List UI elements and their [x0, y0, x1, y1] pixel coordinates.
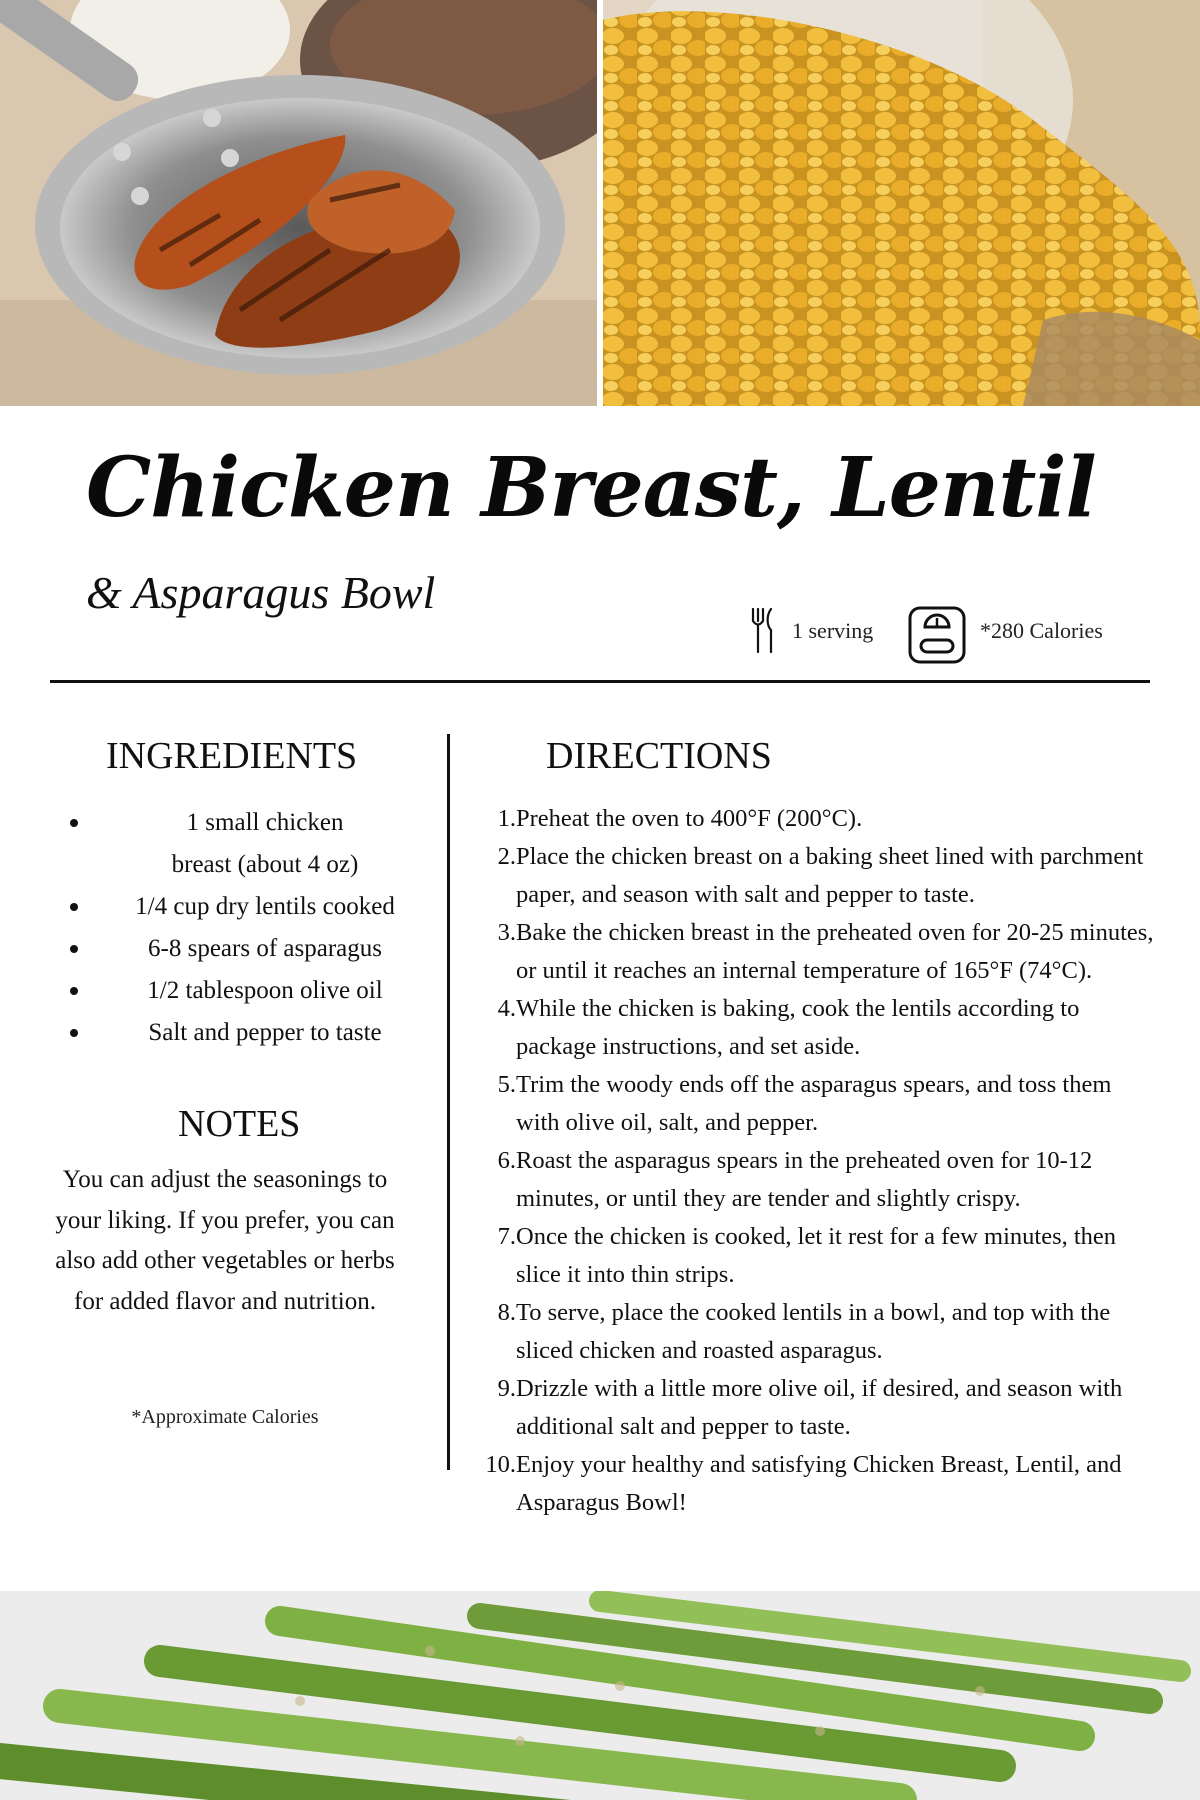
- grilled-chicken-pan-photo: [0, 0, 597, 406]
- direction-step: 10. Enjoy your healthy and satisfying Chicken Breast, Lentil, and Asparagus Bowl!: [485, 1451, 1122, 1516]
- calories-text: *280 Calories: [980, 618, 1103, 643]
- directions-list: [480, 800, 1160, 1522]
- direction-step: 6. Roast the asparagus spears in the preheated oven for 10-12 minutes, or until they are tender and slightly crispy.: [497, 1147, 1093, 1212]
- scale-icon: [908, 606, 966, 664]
- direction-step: 8. To serve, place the cooked lentils in a bowl, and top with the sliced chicken and roasted asparagus.: [497, 1299, 1111, 1364]
- fork-knife-icon: [750, 606, 776, 656]
- header-divider: [50, 680, 1150, 683]
- approximate-calories-note: *Approximate Calories: [131, 1406, 319, 1428]
- ingredient-item: 1/2 tablespoon olive oil: [60, 970, 440, 1012]
- direction-step: 3. Bake the chicken breast in the preheated oven for 20-25 minutes, or until it reaches an internal temperature of 165°F (74°C).: [497, 919, 1154, 984]
- direction-step: 4. While the chicken is baking, cook the lentils according to package instructions, and set aside.: [497, 995, 1080, 1060]
- ingredient-item: Salt and pepper to taste: [60, 1012, 440, 1054]
- split-lentils-bowl-photo: [603, 0, 1200, 406]
- servings-text: 1 serving: [792, 618, 874, 643]
- recipe-subtitle: & Asparagus Bowl: [86, 567, 436, 618]
- direction-step: 5. Trim the woody ends off the asparagus spears, and toss them with olive oil, salt, and pepper.: [497, 1071, 1112, 1136]
- ingredients-heading: INGREDIENTS: [106, 735, 358, 777]
- directions-heading: DIRECTIONS: [546, 735, 772, 777]
- notes-heading: NOTES: [178, 1103, 301, 1145]
- ingredients-list: [60, 802, 440, 1054]
- ingredient-item: 1/4 cup dry lentils cooked: [60, 886, 440, 928]
- direction-step: 9. Drizzle with a little more olive oil, if desired, and season with additional salt and pepper to taste.: [497, 1375, 1123, 1440]
- ingredient-item: 1 small chicken breast (about 4 oz): [60, 802, 440, 886]
- direction-step: 7. Once the chicken is cooked, let it rest for a few minutes, then slice it into thin strips.: [497, 1223, 1117, 1288]
- ingredient-item: 6-8 spears of asparagus: [60, 928, 440, 970]
- notes-text: You can adjust the seasonings to your liking. If you prefer, you can also add other vegetables or herbs for added flavor and nutrition.: [55, 1166, 395, 1315]
- direction-step: 2. Place the chicken breast on a baking sheet lined with parchment paper, and season with salt and pepper to taste.: [497, 843, 1144, 908]
- direction-step: 1. Preheat the oven to 400°F (200°C).: [497, 805, 863, 832]
- column-divider: [447, 734, 450, 1470]
- asparagus-spears-photo: [0, 1591, 1200, 1800]
- recipe-title: Chicken Breast, Lentil: [86, 440, 1096, 536]
